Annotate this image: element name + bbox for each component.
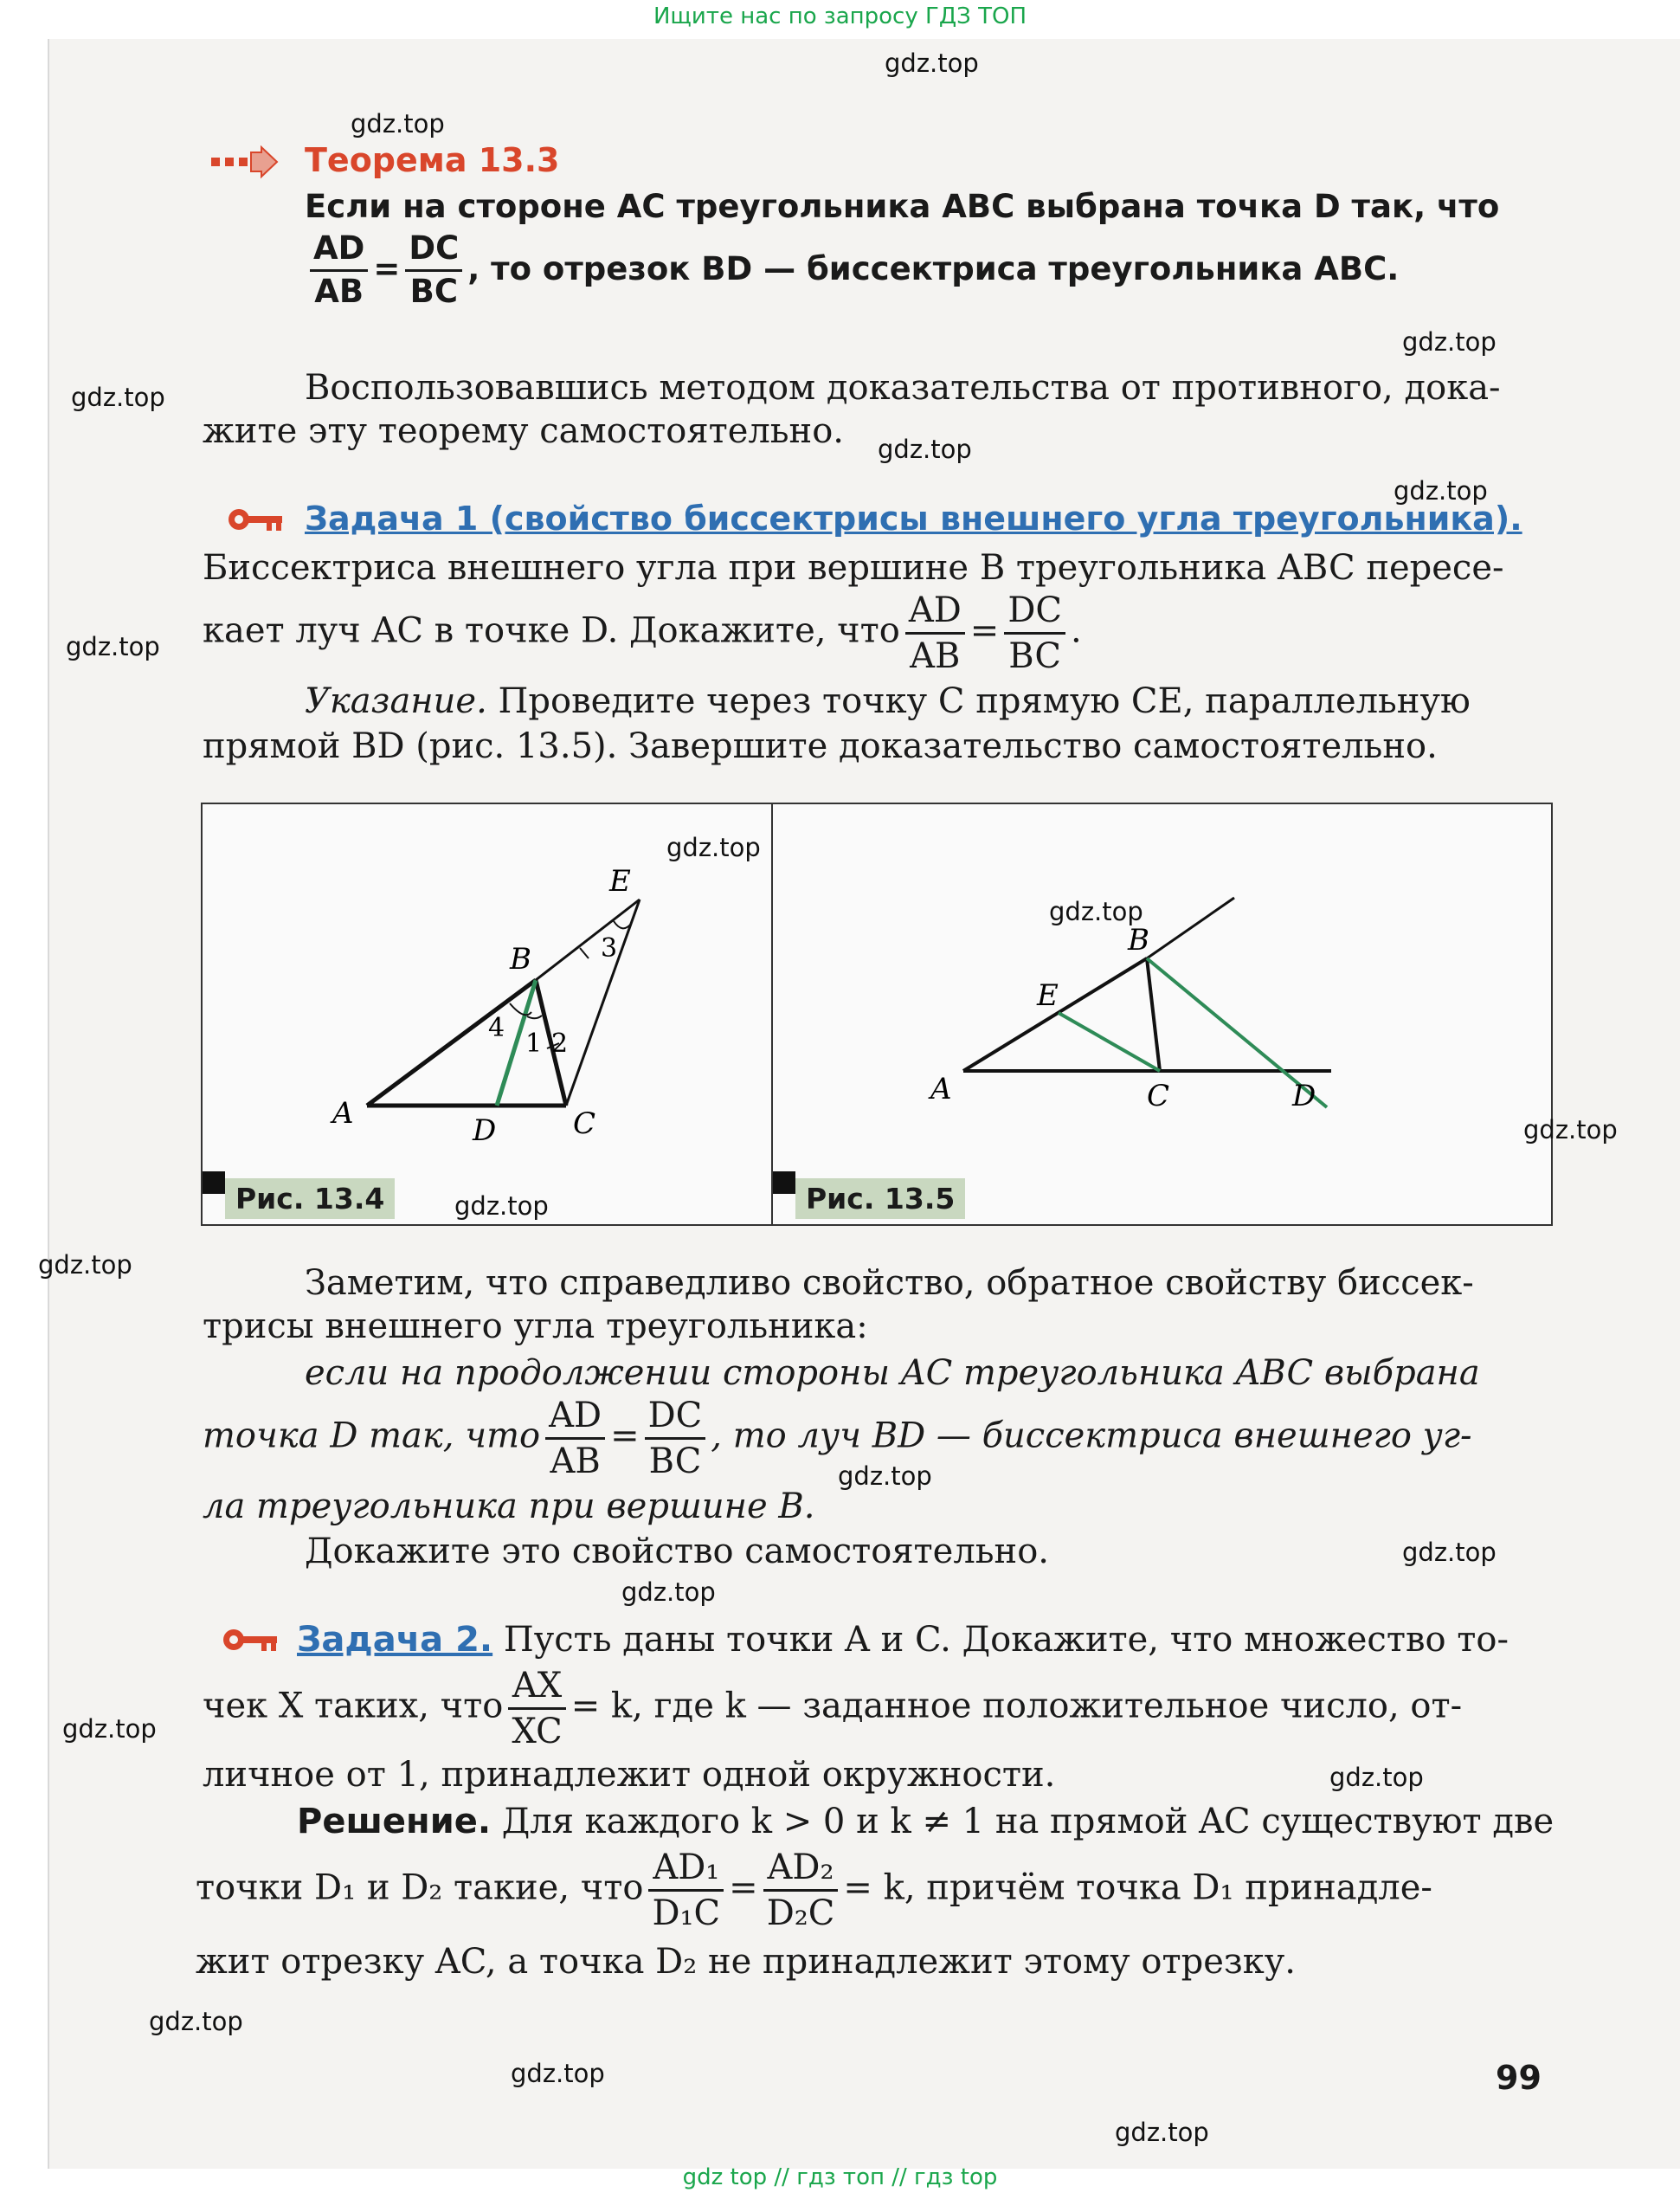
- label-angle-1: 1: [525, 1029, 543, 1059]
- angle-arc-1: [527, 1016, 542, 1018]
- tick-be: [580, 948, 589, 958]
- watermark: gdz.top: [838, 1461, 932, 1491]
- task2-solution-line2: точки D₁ и D₂ такие, что $\frac{\text{AD₁}}{\text{D₁C}}$ = $\frac{\text{AD₂}}{\text{D₂C}}$ = k, причём точка D₁ принадле-: [196, 1848, 1432, 1933]
- watermark: gdz.top: [1402, 327, 1497, 357]
- label-b: B: [510, 942, 531, 977]
- task2-line2: чек X таких, что $\frac{AX}{XC}$ = k, где k — заданное положительное число, от-: [203, 1666, 1463, 1751]
- fraction-dc-bc: $\frac{DC}{BC}$: [645, 1397, 706, 1480]
- segment-ce: [566, 900, 640, 1106]
- segment-bc: [1147, 958, 1160, 1071]
- label-angle-2: 2: [551, 1029, 569, 1059]
- watermark: gdz.top: [511, 2059, 605, 2088]
- watermark: gdz.top: [1402, 1538, 1497, 1567]
- label-angle-4: 4: [488, 1013, 505, 1043]
- proof-hint-line2: жите эту теорему самостоятельно.: [203, 411, 845, 451]
- fraction-dc-bc: $\frac{DC}{BC}$: [1004, 592, 1065, 674]
- watermark: gdz.top: [1523, 1115, 1618, 1145]
- theorem-line2: $\frac{AD}{AB}$ = $\frac{DC}{BC}$ , то отрезок BD — биссектриса треугольника ABC.: [305, 232, 1399, 309]
- label-a: A: [930, 1072, 952, 1106]
- label-e: E: [1037, 978, 1059, 1013]
- watermark: gdz.top: [621, 1577, 716, 1607]
- watermark: gdz.top: [351, 109, 445, 139]
- theorem-title: Теорема 13.3: [305, 141, 560, 179]
- footer-link[interactable]: gdz top // гдз топ // гдз top: [682, 2164, 998, 2190]
- task2-line3: личное от 1, принадлежит одной окружности.: [203, 1755, 1056, 1795]
- label-c: C: [573, 1106, 596, 1141]
- fraction-ax-xc: $\frac{AX}{XC}$: [508, 1667, 565, 1750]
- ray-ab-extension: [1147, 898, 1234, 958]
- watermark: gdz.top: [66, 632, 160, 661]
- task2-title: Задача 2.: [297, 1620, 493, 1660]
- fraction-ad-ab: $\frac{AD}{AB}$: [545, 1397, 605, 1480]
- header-link[interactable]: Ищите нас по запросу ГДЗ ТОП: [653, 3, 1027, 29]
- watermark: gdz.top: [1049, 897, 1143, 926]
- watermark: gdz.top: [149, 2007, 243, 2036]
- converse-line1: Заметим, что справедливо свойство, обратное свойству биссек-: [305, 1263, 1474, 1303]
- converse-line6: Докажите это свойство самостоятельно.: [305, 1532, 1049, 1571]
- theorem-line1: Если на стороне AC треугольника ABC выбрана точка D так, что: [305, 188, 1500, 225]
- label-a: A: [332, 1096, 354, 1131]
- task1-hint-line2: прямой BD (рис. 13.5). Завершите доказательство самостоятельно.: [203, 726, 1438, 766]
- label-e: E: [609, 864, 631, 899]
- watermark: gdz.top: [454, 1191, 549, 1221]
- watermark: gdz.top: [1394, 476, 1488, 506]
- task2-line1: Задача 2. Пусть даны точки A и C. Докажите, что множество то-: [297, 1620, 1509, 1660]
- fraction-ad2-d2c: $\frac{\text{AD₂}}{\text{D₂C}}$: [763, 1849, 839, 1931]
- task2-solution-line1: Решение. Для каждого k > 0 и k ≠ 1 на прямой AC существуют две: [297, 1802, 1554, 1841]
- task1-title: Задача 1 (свойство биссектрисы внешнего угла треугольника).: [305, 500, 1522, 538]
- caption-marker: [773, 1171, 795, 1194]
- task1-line1: Биссектриса внешнего угла при вершине B треугольника ABC пересе-: [203, 548, 1504, 588]
- figure-caption-13-5: Рис. 13.5: [795, 1178, 965, 1219]
- label-d: D: [473, 1113, 497, 1148]
- converse-line3: если на продолжении стороны AC треугольника ABC выбрана: [305, 1353, 1480, 1393]
- key-icon: [222, 1624, 282, 1659]
- watermark: gdz.top: [38, 1250, 132, 1280]
- watermark: gdz.top: [71, 383, 165, 412]
- converse-line5: ла треугольника при вершине B.: [203, 1486, 815, 1526]
- fraction-ad1-d1c: $\frac{\text{AD₁}}{\text{D₁C}}$: [648, 1849, 724, 1931]
- fraction-dc-bc: $\frac{DC}{BC}$: [405, 232, 462, 309]
- proof-hint-line1: Воспользовавшись методом доказательства от противного, дока-: [305, 368, 1501, 408]
- segment-ab: [367, 980, 536, 1106]
- watermark: gdz.top: [885, 48, 979, 78]
- figure-13-4: [203, 804, 771, 1224]
- converse-line2: трисы внешнего угла треугольника:: [203, 1306, 868, 1346]
- fraction-ad-ab: $\frac{AD}{AB}$: [905, 592, 965, 674]
- watermark: gdz.top: [1115, 2118, 1209, 2147]
- task2-solution-line3: жит отрезку AC, а точка D₂ не принадлежит этому отрезку.: [196, 1942, 1296, 1982]
- segment-ce: [1059, 1013, 1160, 1071]
- page-number: 99: [1496, 2059, 1542, 2097]
- converse-line4: точка D так, что $\frac{AD}{AB}$ = $\frac{DC}{BC}$ , то луч BD — биссектриса внешнего уг-: [203, 1396, 1472, 1481]
- task1-line2: кает луч AC в точке D. Докажите, что $\frac{AD}{AB}$ = $\frac{DC}{BC}$ .: [203, 590, 1082, 676]
- angle-arc-3: [614, 921, 631, 928]
- figures-panel: [201, 803, 1553, 1226]
- label-d: D: [1292, 1079, 1316, 1113]
- figure-13-5: [773, 804, 1551, 1224]
- figure-caption-13-4: Рис. 13.4: [225, 1178, 395, 1219]
- label-c: C: [1147, 1079, 1170, 1113]
- fraction-ad-ab: $\frac{AD}{AB}$: [310, 232, 368, 309]
- watermark: gdz.top: [62, 1714, 157, 1744]
- watermark: gdz.top: [1329, 1763, 1424, 1792]
- segment-ab: [963, 958, 1147, 1071]
- label-angle-3: 3: [601, 933, 618, 964]
- caption-marker: [203, 1171, 225, 1194]
- watermark: gdz.top: [878, 435, 972, 464]
- key-icon: [227, 504, 287, 538]
- watermark: gdz.top: [666, 833, 761, 862]
- label-b: B: [1128, 923, 1149, 958]
- theorem-marker-icon: [208, 145, 286, 184]
- task1-hint-line1: Указание. Проведите через точку C прямую CE, параллельную: [305, 681, 1471, 721]
